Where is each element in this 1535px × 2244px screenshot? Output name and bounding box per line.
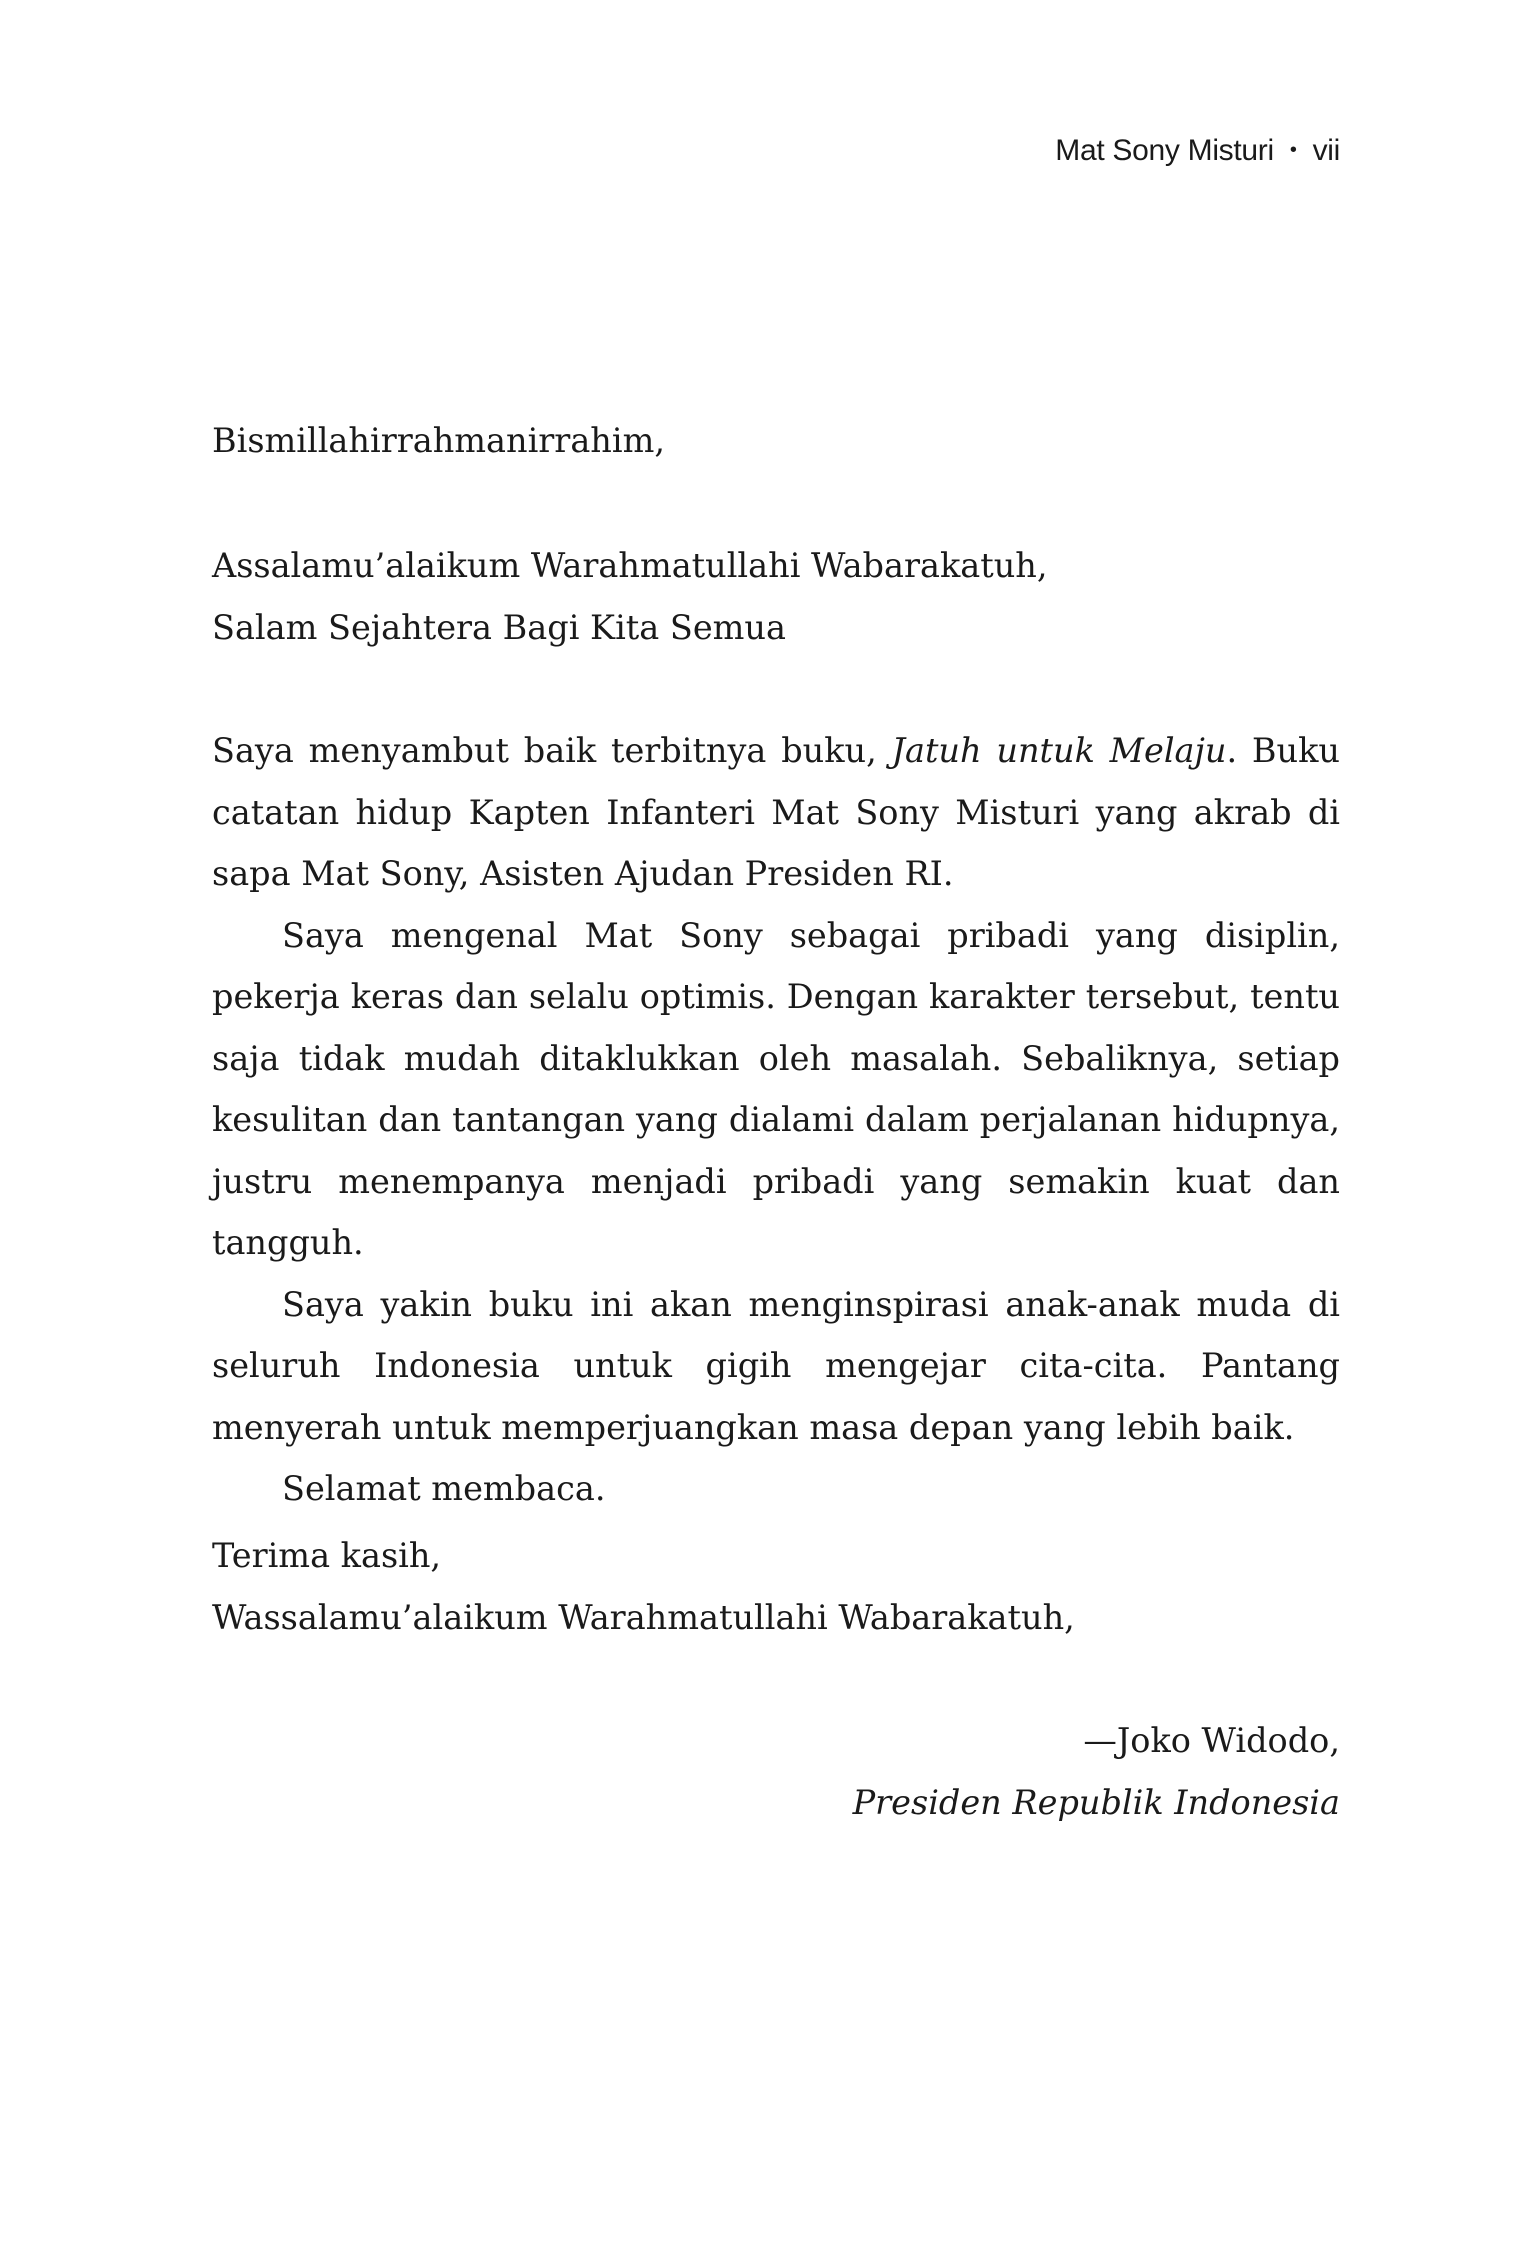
signature-name: —Joko Widodo, — [1083, 1721, 1340, 1760]
paragraph-1-start: Saya menyambut baik terbitnya buku, — [212, 731, 892, 770]
paragraph-4: Selamat membaca. — [282, 1469, 606, 1508]
paragraph-3: Saya yakin buku ini akan menginspirasi anak-anak muda di seluruh Indonesia untuk gigih mengejar cita-cita. Pantang menyerah untuk memperjuangkan masa depan yang lebih baik. — [212, 1284, 1340, 1447]
paragraph-2: Saya mengenal Mat Sony sebagai pribadi yang disiplin, pekerja keras dan selalu optimis. Dengan karakter tersebut, tentu saja tidak mudah ditaklukkan oleh masalah. Sebaliknya, setiap kesulitan dan tantangan yang dialami dalam perjalanan hidupnya, justru menempanya menjadi pribadi yang semakin kuat dan tangguh. — [212, 915, 1340, 1262]
page-number: vii — [1312, 134, 1340, 167]
signature-title: Presiden Republik Indonesia — [852, 1782, 1340, 1822]
paragraph-1-end: . Buku catatan hidup Kapten Infanteri Mat Sony Misturi yang akrab di sapa Mat Sony, Asisten Ajudan Presiden RI. — [212, 731, 1340, 893]
header-separator: • — [1289, 139, 1297, 161]
header-author: Mat Sony Misturi — [1055, 134, 1274, 167]
running-header — [1055, 134, 1340, 168]
closing-line-2: Wassalamu’alaikum Warahmatullahi Wabarakatuh, — [212, 1597, 1075, 1637]
closing-block — [212, 1525, 1340, 1648]
main-text — [212, 720, 1340, 1520]
book-title: Jatuh untuk Melaju — [891, 731, 1227, 770]
closing-line-1: Terima kasih, — [212, 1536, 442, 1575]
greeting-line-1: Assalamu’alaikum Warahmatullahi Wabarakatuh, — [212, 546, 1048, 585]
opening-line: Bismillahirrahmanirrahim, — [212, 421, 666, 460]
greeting-block — [212, 535, 1340, 658]
opening-block — [212, 410, 1340, 472]
paragraph-1 — [212, 720, 1340, 905]
greeting-line-2: Salam Sejahtera Bagi Kita Semua — [212, 607, 786, 647]
signature-block — [853, 1710, 1340, 1833]
